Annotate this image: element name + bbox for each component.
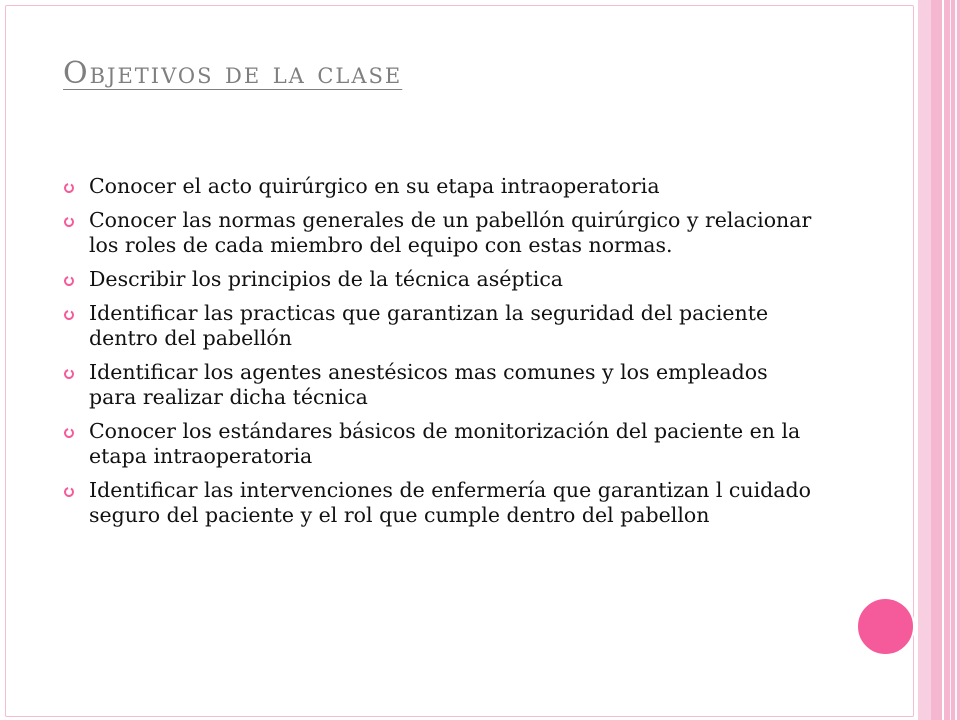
- list-item: [60, 208, 820, 258]
- list-item: [60, 419, 820, 469]
- decorative-pink-circle: [856, 597, 915, 656]
- open-ring-bullet-icon: [63, 309, 75, 321]
- open-ring-bullet-icon: [63, 182, 75, 194]
- side-stripe-line: [955, 0, 957, 720]
- open-ring-bullet-icon: [63, 275, 75, 287]
- list-item: [60, 301, 820, 351]
- objectives-list: [60, 174, 820, 537]
- list-item-text: Identificar las intervenciones de enfermería que garantizan l cuidado seguro del paciente y el rol que cumple dentro del pabellon: [89, 478, 811, 527]
- list-item: [60, 360, 820, 410]
- side-stripe-line: [942, 0, 944, 720]
- list-item-text: Describir los principios de la técnica aséptica: [89, 267, 564, 291]
- open-ring-bullet-icon: [63, 486, 75, 498]
- list-item-text: Identificar las practicas que garantizan la seguridad del paciente dentro del pabellón: [89, 301, 769, 350]
- list-item: [60, 478, 820, 528]
- list-item-text: Conocer las normas generales de un pabellón quirúrgico y relacionar los roles de cada miembro del equipo con estas normas.: [89, 208, 812, 257]
- side-stripe-line: [950, 0, 951, 720]
- list-item-text: Conocer el acto quirúrgico en su etapa intraoperatoria: [89, 174, 660, 198]
- slide-title: Objetivos de la clase: [63, 56, 403, 91]
- list-item-text: Identificar los agentes anestésicos mas comunes y los empleados para realizar dicha técnica: [89, 360, 768, 409]
- side-stripe-light: [918, 0, 931, 720]
- list-item: [60, 174, 820, 199]
- open-ring-bullet-icon: [63, 216, 75, 228]
- open-ring-bullet-icon: [63, 427, 75, 439]
- list-item: [60, 267, 820, 292]
- open-ring-bullet-icon: [63, 368, 75, 380]
- list-item-text: Conocer los estándares básicos de monitorización del paciente en la etapa intraoperatoria: [89, 419, 801, 468]
